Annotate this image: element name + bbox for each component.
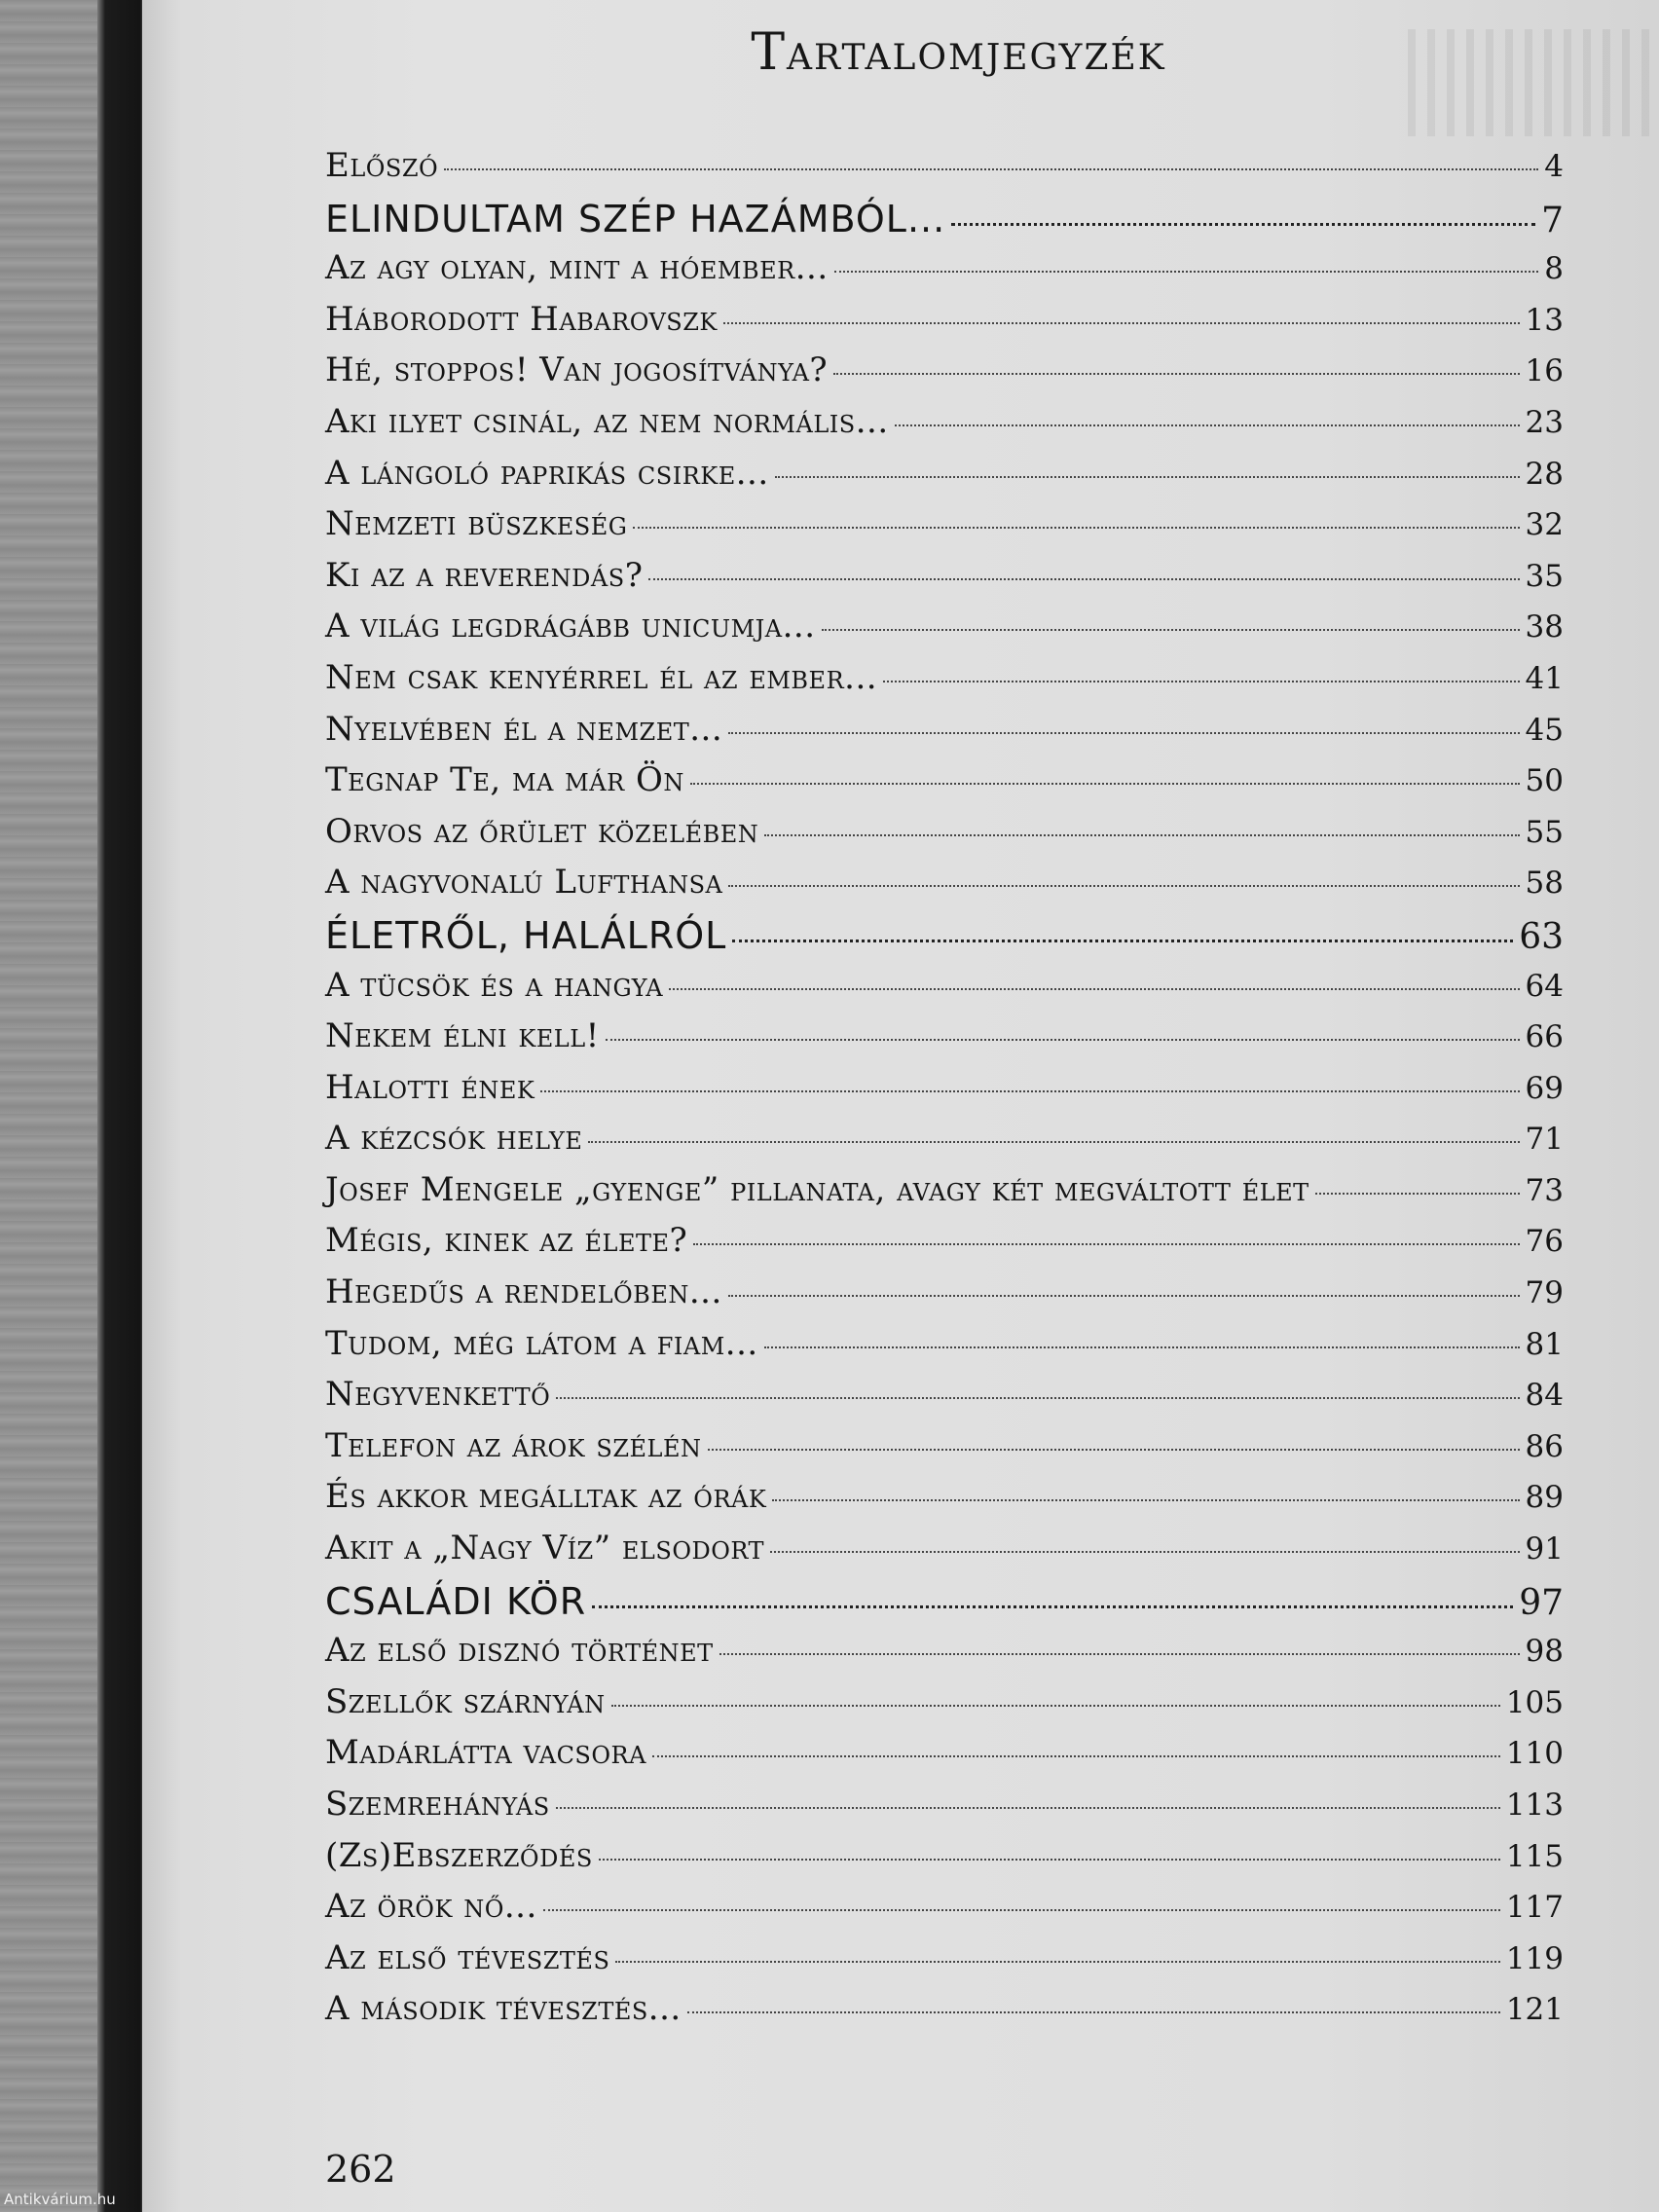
toc-entry-title: A kézcsók helye: [325, 1119, 583, 1159]
dot-leader: [764, 1346, 1520, 1348]
toc-entry-page: 117: [1505, 1890, 1564, 1926]
dot-leader: [652, 1755, 1500, 1757]
toc-entry-page: 115: [1505, 1838, 1564, 1874]
toc-entry-title: Az agy olyan, mint a hóember...: [325, 248, 829, 288]
toc-entry: [325, 1477, 1564, 1529]
toc-entry: [325, 1733, 1564, 1785]
toc-entry-page: 8: [1544, 251, 1564, 287]
toc-entry-title: CSALÁDI KÖR: [325, 1579, 587, 1623]
toc-entry: [325, 863, 1564, 914]
toc-entry-title: A lángoló paprikás csirke...: [325, 453, 769, 493]
toc-entry-title: ÉLETRŐL, HALÁLRÓL: [325, 913, 727, 957]
toc-entry: [325, 454, 1564, 505]
toc-entry-page: 35: [1525, 558, 1564, 594]
toc-entry: [325, 966, 1564, 1017]
toc-entry-title: Akit a „Nagy Víz” elsodort: [325, 1529, 765, 1568]
toc-entry-title: Nyelvében él a nemzet...: [325, 709, 723, 749]
dot-leader: [540, 1090, 1519, 1092]
toc-entry-page: 89: [1525, 1480, 1564, 1516]
toc-entry: [325, 710, 1564, 761]
dot-leader: [592, 1605, 1513, 1608]
toc-entry-title: Szellők szárnyán: [325, 1681, 606, 1721]
toc-entry: [325, 1375, 1564, 1426]
toc-entry-title: Nem csak kenyérrel él az ember...: [325, 657, 878, 697]
page-number: 262: [325, 2148, 396, 2191]
toc-entry-title: Az örök nő...: [325, 1887, 537, 1927]
toc-entry-title: Halotti ének: [325, 1067, 535, 1107]
toc-entry: [325, 1836, 1564, 1888]
dot-leader: [775, 476, 1520, 478]
toc-entry-page: 7: [1541, 200, 1564, 240]
toc-entry-page: 110: [1505, 1736, 1564, 1772]
toc-entry-page: 55: [1525, 814, 1564, 850]
toc-entry-page: 16: [1525, 353, 1564, 389]
toc-entry-title: Háborodott Habarovszk: [325, 299, 718, 339]
toc-entry: [325, 300, 1564, 351]
dot-leader: [833, 373, 1519, 375]
toc-entry-page: 97: [1519, 1582, 1564, 1623]
toc-entry-title: Orvos az őrület közelében: [325, 811, 759, 851]
toc-entry: [325, 402, 1564, 454]
toc-entry: [325, 607, 1564, 658]
toc-entry-page: 63: [1519, 916, 1564, 957]
dot-leader: [708, 1449, 1520, 1451]
dot-leader: [1315, 1193, 1520, 1195]
toc-entry-title: Nekem élni kell!: [325, 1016, 600, 1056]
toc-entry: [325, 1631, 1564, 1682]
toc-section: [325, 1580, 1564, 1632]
toc-entry-title: A tücsök és a hangya: [325, 965, 664, 1005]
toc-entry: [325, 504, 1564, 556]
toc-entry-page: 23: [1525, 404, 1564, 440]
toc-entry: [325, 812, 1564, 864]
toc-entry-page: 113: [1505, 1788, 1564, 1823]
toc-entry: [325, 1682, 1564, 1734]
toc-entry: [325, 248, 1564, 300]
dot-leader: [728, 1295, 1520, 1297]
toc-entry-title: A nagyvonalú Lufthansa: [325, 863, 723, 903]
dot-leader: [648, 578, 1519, 580]
dot-leader: [687, 2011, 1500, 2013]
book-edge: [97, 0, 144, 2212]
dot-leader: [611, 1705, 1500, 1707]
dot-leader: [615, 1961, 1499, 1963]
dot-leader: [588, 1141, 1519, 1143]
toc-entry-page: 91: [1525, 1531, 1564, 1567]
toc-entry-page: 71: [1525, 1122, 1564, 1158]
toc-entry-title: Tudom, még látom a fiam...: [325, 1323, 758, 1363]
toc-entry-page: 64: [1525, 968, 1564, 1004]
toc-entry-title: Az első disznó történet: [325, 1631, 714, 1671]
dot-leader: [728, 885, 1519, 887]
dot-leader: [834, 271, 1539, 273]
toc-section: [325, 198, 1564, 249]
toc-entry-page: 86: [1525, 1428, 1564, 1464]
dot-leader: [764, 834, 1519, 836]
toc-entry-page: 69: [1525, 1070, 1564, 1106]
toc-entry-page: 98: [1525, 1634, 1564, 1670]
toc-entry: [325, 1221, 1564, 1272]
page-title: Tartalomjegyzék: [751, 23, 1166, 82]
dot-leader: [606, 1039, 1520, 1041]
toc-entry-page: 66: [1525, 1019, 1564, 1055]
dot-leader: [895, 424, 1520, 426]
toc-entry-page: 32: [1525, 507, 1564, 543]
toc-entry: [325, 1426, 1564, 1478]
toc-entry-title: Szemrehányás: [325, 1785, 550, 1824]
dot-leader: [599, 1859, 1500, 1861]
dot-leader: [669, 988, 1520, 990]
toc-entry: [325, 760, 1564, 812]
toc-entry-title: A második tévesztés...: [325, 1989, 682, 2029]
dot-leader: [556, 1397, 1519, 1399]
toc-entry: [325, 1068, 1564, 1120]
toc-entry: [325, 1989, 1564, 2041]
dot-leader: [556, 1807, 1500, 1809]
toc-entry-page: 58: [1525, 866, 1564, 902]
toc-entry-page: 119: [1505, 1940, 1564, 1976]
toc-entry: [325, 1785, 1564, 1836]
toc-entry-page: 13: [1525, 302, 1564, 338]
toc-entry-title: Az első tévesztés: [325, 1937, 610, 1977]
dot-leader: [772, 1499, 1519, 1501]
toc-entry: [325, 1529, 1564, 1580]
toc-entry-page: 105: [1505, 1684, 1564, 1720]
toc-entry-page: 38: [1525, 609, 1564, 645]
toc-entry-page: 4: [1544, 149, 1564, 184]
toc-entry-title: Tegnap Te, ma már Ön: [325, 760, 684, 800]
toc-entry-title: (Zs)Ebszerződés: [325, 1835, 593, 1875]
toc-entry: [325, 1170, 1564, 1222]
toc-section: [325, 914, 1564, 966]
toc-entry: [325, 1887, 1564, 1938]
dot-leader: [728, 732, 1519, 734]
toc-entry: [325, 1938, 1564, 1990]
toc-entry-title: Telefon az árok szélén: [325, 1425, 702, 1465]
toc-entry-title: Aki ilyet csinál, az nem normális...: [325, 401, 889, 441]
toc-entry-page: 28: [1525, 456, 1564, 492]
toc-entry-page: 121: [1505, 1992, 1564, 2028]
toc-entry-title: Nemzeti büszkeség: [325, 504, 628, 544]
dot-leader: [444, 168, 1538, 170]
toc-entry: [325, 1324, 1564, 1376]
toc-entry-page: 76: [1525, 1224, 1564, 1260]
dot-leader: [770, 1551, 1519, 1553]
dot-leader: [822, 629, 1520, 631]
toc-entry-page: 73: [1525, 1172, 1564, 1208]
dot-leader: [633, 527, 1519, 529]
toc-entry-page: 41: [1525, 660, 1564, 696]
dot-leader: [883, 681, 1519, 682]
toc-entry-title: Előszó: [325, 146, 439, 185]
dot-leader: [543, 1909, 1500, 1911]
dot-leader: [693, 1243, 1519, 1245]
toc-entry: [325, 350, 1564, 402]
toc-entry-title: Ki az a reverendás?: [325, 555, 644, 595]
toc-entry-page: 50: [1525, 763, 1564, 799]
dot-leader: [690, 783, 1520, 785]
toc-entry-title: Negyvenkettő: [325, 1375, 551, 1415]
dot-leader: [951, 223, 1535, 226]
toc-entry: [325, 1016, 1564, 1068]
toc-entry: [325, 1119, 1564, 1170]
toc-entry-title: Mégis, kinek az élete?: [325, 1221, 688, 1261]
toc-entry-page: 79: [1525, 1275, 1564, 1311]
toc-entry: [325, 658, 1564, 710]
dot-leader: [732, 940, 1513, 942]
toc-entry-page: 81: [1525, 1326, 1564, 1362]
toc-entry: [325, 556, 1564, 608]
dot-leader: [719, 1653, 1520, 1655]
table-of-contents: [325, 146, 1564, 2041]
toc-entry-page: 45: [1525, 712, 1564, 748]
toc-entry-title: ELINDULTAM SZÉP HAZÁMBÓL...: [325, 197, 946, 240]
toc-entry-title: Madárlátta vacsora: [325, 1733, 646, 1773]
toc-entry: [325, 146, 1564, 198]
watermark: Antikvárium.hu: [4, 2191, 116, 2208]
toc-entry-title: Hé, stoppos! Van jogosítványa?: [325, 350, 829, 390]
toc-entry-title: A világ legdrágább unicumja...: [325, 607, 816, 646]
toc-entry: [325, 1272, 1564, 1324]
toc-entry-title: Hegedűs a rendelőben...: [325, 1272, 722, 1312]
dot-leader: [723, 322, 1520, 324]
toc-entry-page: 84: [1525, 1378, 1564, 1414]
toc-entry-title: Josef Mengele „gyenge” pillanata, avagy két megváltott élet: [325, 1169, 1309, 1209]
toc-entry-title: És akkor megálltak az órák: [325, 1477, 767, 1517]
